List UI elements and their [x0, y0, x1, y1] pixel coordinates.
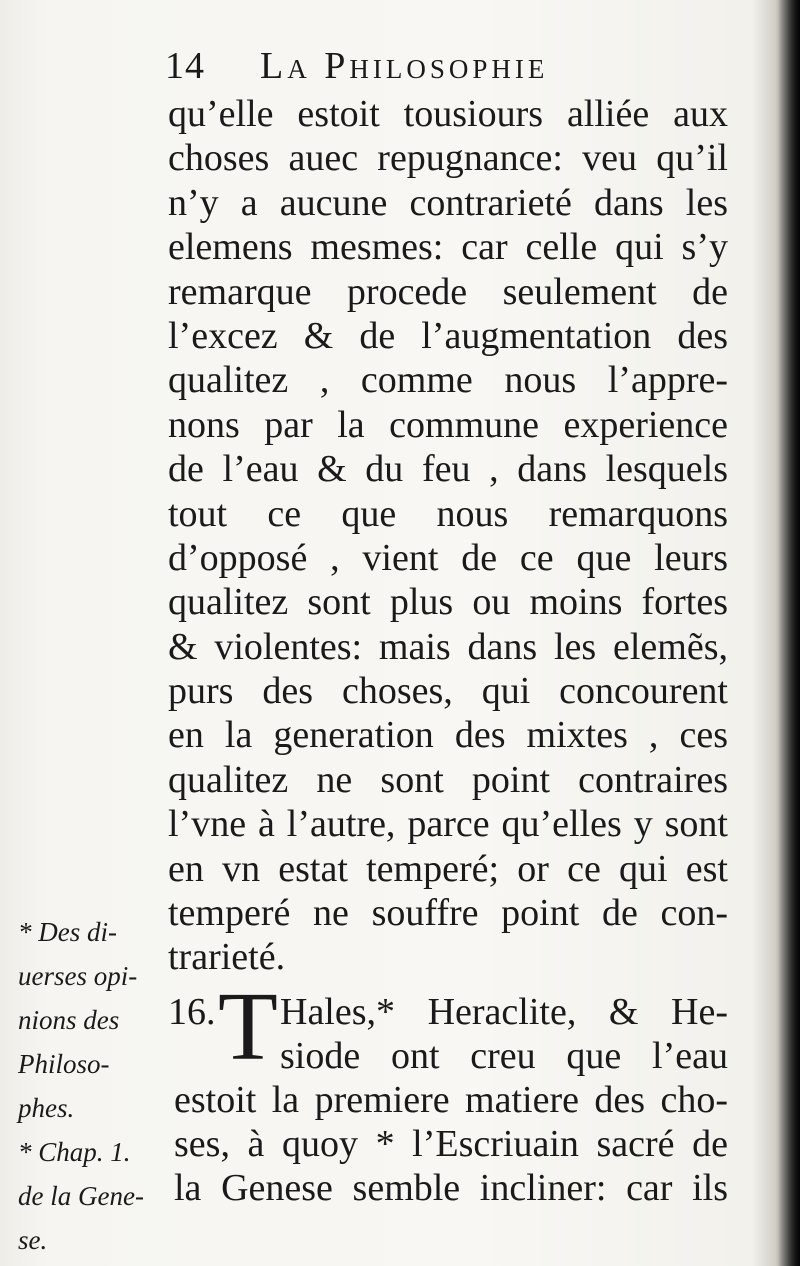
- margin-note-line: phes.: [18, 1093, 75, 1123]
- text-line: l’excez & de l’augmentation des: [168, 314, 728, 357]
- text-line: purs des choses, qui concourent: [168, 670, 728, 713]
- margin-notes: [18, 910, 156, 1262]
- text-line: d’opposé , vient de ce que leurs: [168, 536, 728, 579]
- text-line: siode ont creu que l’eau: [280, 1035, 728, 1077]
- running-title: La Philosophie: [260, 45, 549, 87]
- margin-note-line: Philoso-: [18, 1049, 110, 1079]
- text-line: ses, à quoy * l’Escriuain sacré de: [174, 1123, 728, 1165]
- page-edge-shadow: [778, 0, 800, 1266]
- margin-note-line: de la Gene-: [18, 1181, 144, 1211]
- margin-note-line: nions des: [18, 1005, 120, 1035]
- text-line: nons par la commune experience: [168, 403, 728, 446]
- text-line: Hales,* Heraclite, & He-: [280, 991, 728, 1033]
- main-text-block: [168, 92, 728, 980]
- text-line: elemens mesmes: car celle qui s’y: [168, 226, 728, 269]
- text-line: de l’eau & du feu , dans lesquels: [168, 448, 728, 491]
- margin-note-line: * Des di-: [18, 917, 117, 947]
- text-line: trarieté.: [168, 936, 286, 979]
- text-line: n’y a aucune contrarieté dans les: [168, 181, 728, 224]
- drop-cap-letter: T: [218, 973, 278, 1081]
- paragraph-number: 16.: [168, 991, 216, 1033]
- text-line: en vn estat temperé; or ce qui est: [168, 847, 728, 890]
- text-line: qu’elle estoit tousiours alliée aux: [168, 93, 728, 135]
- text-line: la Genese semble incliner: car ils: [174, 1167, 728, 1209]
- text-line: qualitez , comme nous l’appre-: [168, 359, 728, 402]
- text-line: temperé ne souffre point de con-: [168, 892, 728, 935]
- text-line: l’vne à l’autre, parce qu’elles y sont: [168, 803, 728, 846]
- margin-note-line: se.: [18, 1225, 48, 1255]
- page-header: [165, 44, 725, 94]
- text-line: en la generation des mixtes , ces: [168, 714, 728, 757]
- page-number: 14: [165, 45, 205, 87]
- text-line: tout ce que nous remarquons: [168, 492, 728, 535]
- text-line: qualitez sont plus ou moins fortes: [168, 581, 728, 624]
- text-line: estoit la premiere matiere des cho-: [174, 1079, 728, 1121]
- margin-note-line: * Chap. 1.: [18, 1137, 131, 1167]
- margin-note-line: uerses opi-: [18, 961, 138, 991]
- text-line: remarque procede seulement de: [168, 270, 728, 313]
- text-line: qualitez ne sont point contraires: [168, 758, 728, 801]
- text-line: choses auec repugnance: veu qu’il: [168, 137, 728, 180]
- text-line: & violentes: mais dans les elemẽs,: [168, 625, 728, 668]
